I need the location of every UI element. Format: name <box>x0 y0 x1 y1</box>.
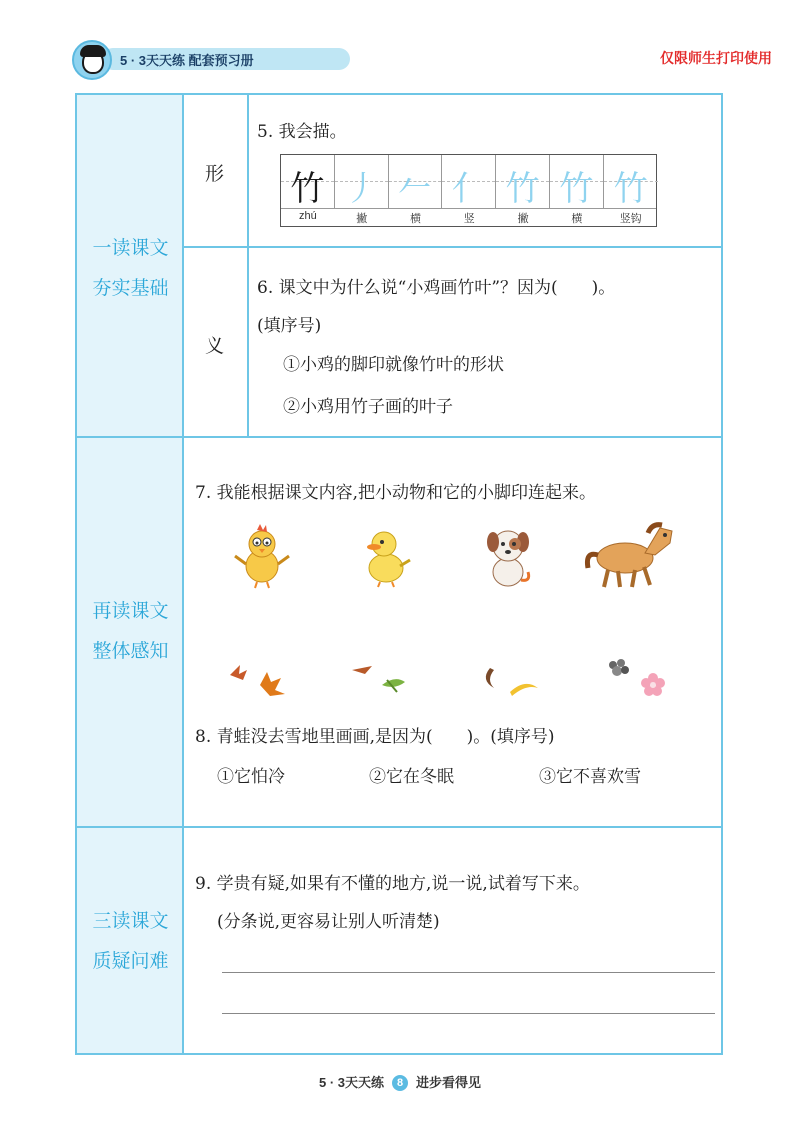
stroke-cell[interactable]: 竹 <box>496 155 550 208</box>
crescent-print-icon[interactable] <box>480 660 545 705</box>
stroke-name: 横 <box>571 213 583 225</box>
section-2-label-line1: 再读课文 <box>92 601 169 622</box>
meaning-label: 义 <box>205 336 225 357</box>
stroke-name: 横 <box>409 213 421 225</box>
page-header <box>72 40 772 76</box>
section-1-label-line1: 一读课文 <box>92 238 169 259</box>
stroke-name: 竖 <box>463 213 475 225</box>
usage-restriction: 仅限师生打印使用 <box>660 50 772 66</box>
form-label: 形 <box>205 164 225 185</box>
horse-icon[interactable] <box>580 513 680 593</box>
stroke-names-row <box>281 208 656 226</box>
maple-leaf-print-icon[interactable] <box>225 660 290 700</box>
answer-line[interactable] <box>222 972 715 973</box>
question-5: 5. 我会描。 <box>257 122 347 142</box>
q8-option-2[interactable]: ②它在冬眠 <box>369 767 454 787</box>
section-divider <box>77 436 721 438</box>
question-6-note: (填序号) <box>257 316 322 336</box>
series-title: 5 · 3天天练 配套预习册 <box>120 53 254 68</box>
stroke-name: 竖钩 <box>619 213 642 225</box>
duckling-icon[interactable] <box>352 520 422 590</box>
section-divider <box>77 826 721 828</box>
question-9: 9. 学贵有疑,如果有不懂的地方,说一说,试着写下来。 <box>195 874 590 894</box>
sublabel-divider <box>247 95 249 436</box>
page-footer <box>0 1072 800 1091</box>
mascot-icon <box>72 40 112 80</box>
footer-series: 5 · 3天天练 <box>318 1075 384 1090</box>
stroke-cell[interactable]: 亻 <box>442 155 496 208</box>
stroke-cell[interactable]: 丿 <box>335 155 389 208</box>
chick-icon[interactable] <box>227 520 297 590</box>
q8-option-3[interactable]: ③它不喜欢雪 <box>539 767 641 787</box>
question-9-note: (分条说,更容易让别人听清楚) <box>217 912 440 932</box>
answer-line[interactable] <box>222 1013 715 1014</box>
footer-slogan: 进步看得见 <box>416 1075 482 1090</box>
section-3-label-line1: 三读课文 <box>92 911 169 932</box>
stroke-name: 撇 <box>517 213 529 225</box>
pinyin-label: zhú <box>299 210 317 222</box>
worksheet-table <box>75 93 723 1055</box>
q6-option-1[interactable]: ①小鸡的脚印就像竹叶的形状 <box>283 355 504 375</box>
question-8: 8. 青蛙没去雪地里画画,是因为( )。(填序号) <box>195 727 555 747</box>
question-6: 6. 课文中为什么说“小鸡画竹叶”？因为( )。 <box>257 278 616 298</box>
stroke-cell: 竹 <box>281 155 335 208</box>
q6-option-2[interactable]: ②小鸡用竹子画的叶子 <box>283 397 453 417</box>
section-2-label-line2: 整体感知 <box>92 641 169 662</box>
q8-option-1[interactable]: ①它怕冷 <box>217 767 285 787</box>
page-number: 8 <box>392 1075 408 1091</box>
stroke-cell[interactable]: 竹 <box>604 155 658 208</box>
question-7: 7. 我能根据课文内容,把小动物和它的小脚印连起来。 <box>195 483 597 503</box>
stroke-cell[interactable]: 𠂉 <box>389 155 443 208</box>
puppy-icon[interactable] <box>473 520 543 592</box>
section-3-label-line2: 质疑问难 <box>92 951 169 972</box>
stroke-name: 撇 <box>356 213 368 225</box>
stroke-cell[interactable]: 竹 <box>550 155 604 208</box>
plum-blossom-print-icon[interactable] <box>603 655 673 703</box>
stroke-order-grid <box>280 154 657 227</box>
section-1-label-line2: 夯实基础 <box>92 278 169 299</box>
subsection-divider <box>184 246 721 248</box>
bamboo-leaf-print-icon[interactable] <box>347 660 417 700</box>
